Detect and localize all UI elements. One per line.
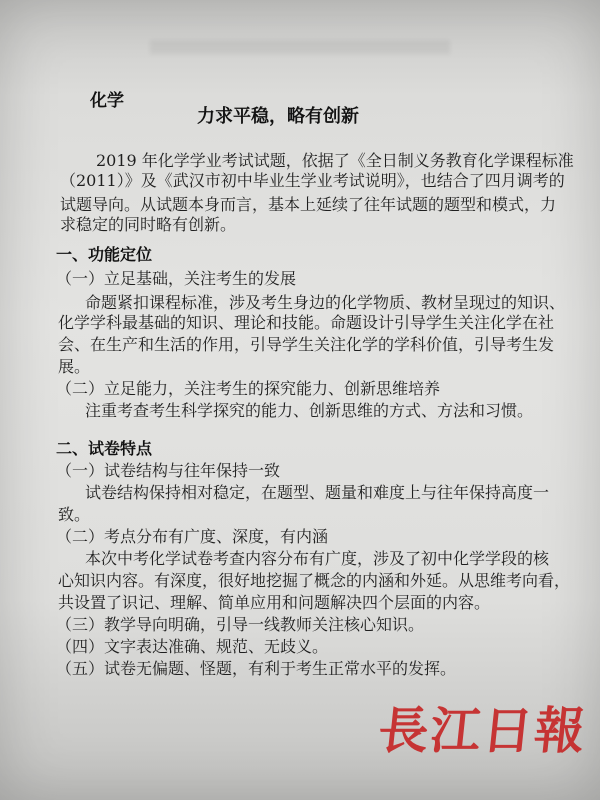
section-1-heading: 一、功能定位 — [56, 245, 153, 264]
section-1-sub-1-line-1: 命题紧扣课程标准，涉及考生身边的化学物质、教材呈现过的知识、 — [85, 293, 566, 312]
section-2-sub-2-title: （二）考点分布有广度、深度，有内涵 — [56, 527, 329, 546]
section-2-sub-2-line-2: 心知识内容。有深度，很好地挖掘了概念的内涵和外延。从思维考向看， — [58, 571, 571, 590]
section-2-sub-1-line-1: 试卷结构保持相对稳定，在题型、题量和难度上与往年保持高度一 — [85, 483, 550, 502]
section-2-sub-2-line-1: 本次中考化学试卷考查内容分布有广度，涉及了初中化学学段的核 — [85, 549, 550, 568]
section-1-sub-1-line-4: 展。 — [58, 357, 91, 376]
intro-line-2: （2011）》及《武汉市初中毕业生学业考试说明》，也结合了四月调考的 — [60, 171, 565, 190]
section-1-sub-2-line-1: 注重考查考生科学探究的能力、创新思维的方式、方法和习惯。 — [85, 401, 534, 420]
intro-line-3: 试题导向。从试题本身而言，基本上延续了往年试题的题型和模式，力 — [60, 195, 557, 214]
section-2-sub-1-title: （一）试卷结构与往年保持一致 — [56, 461, 281, 480]
subject-label: 化学 — [90, 91, 124, 111]
section-1-sub-1-line-2: 化学学科最基础的知识、理论和技能。命题设计引导学生关注化学在社 — [58, 313, 555, 332]
section-2-sub-3: （三）教学导向明确，引导一线教师关注核心知识。 — [56, 615, 425, 634]
section-2-sub-2-line-3: 共设置了识记、理解、简单应用和问题解决四个层面的内容。 — [58, 593, 491, 612]
section-2-sub-1-line-2: 致。 — [58, 505, 91, 524]
section-1-sub-1-line-3: 会、在生产和生活的作用，引导学生关注化学的学科价值，引导考生发 — [58, 335, 555, 354]
section-1-sub-2-title: （二）立足能力，关注考生的探究能力、创新思维培养 — [56, 379, 441, 398]
intro-line-4: 求稳定的同时略有创新。 — [60, 215, 237, 234]
document-title: 力求平稳，略有创新 — [197, 106, 359, 127]
intro-line-1: 2019 年化学学业考试试题，依据了《全日制义务教育化学课程标准 — [96, 151, 574, 170]
section-2-sub-4: （四）文字表达准确、规范、无歧义。 — [56, 637, 329, 656]
section-2-sub-5: （五）试卷无偏题、怪题，有利于考生正常水平的发挥。 — [56, 659, 457, 678]
changjiang-daily-watermark: 長江日報 — [375, 701, 590, 760]
section-1-sub-1-title: （一）立足基础，关注考生的发展 — [56, 269, 297, 288]
section-2-heading: 二、试卷特点 — [56, 439, 153, 458]
